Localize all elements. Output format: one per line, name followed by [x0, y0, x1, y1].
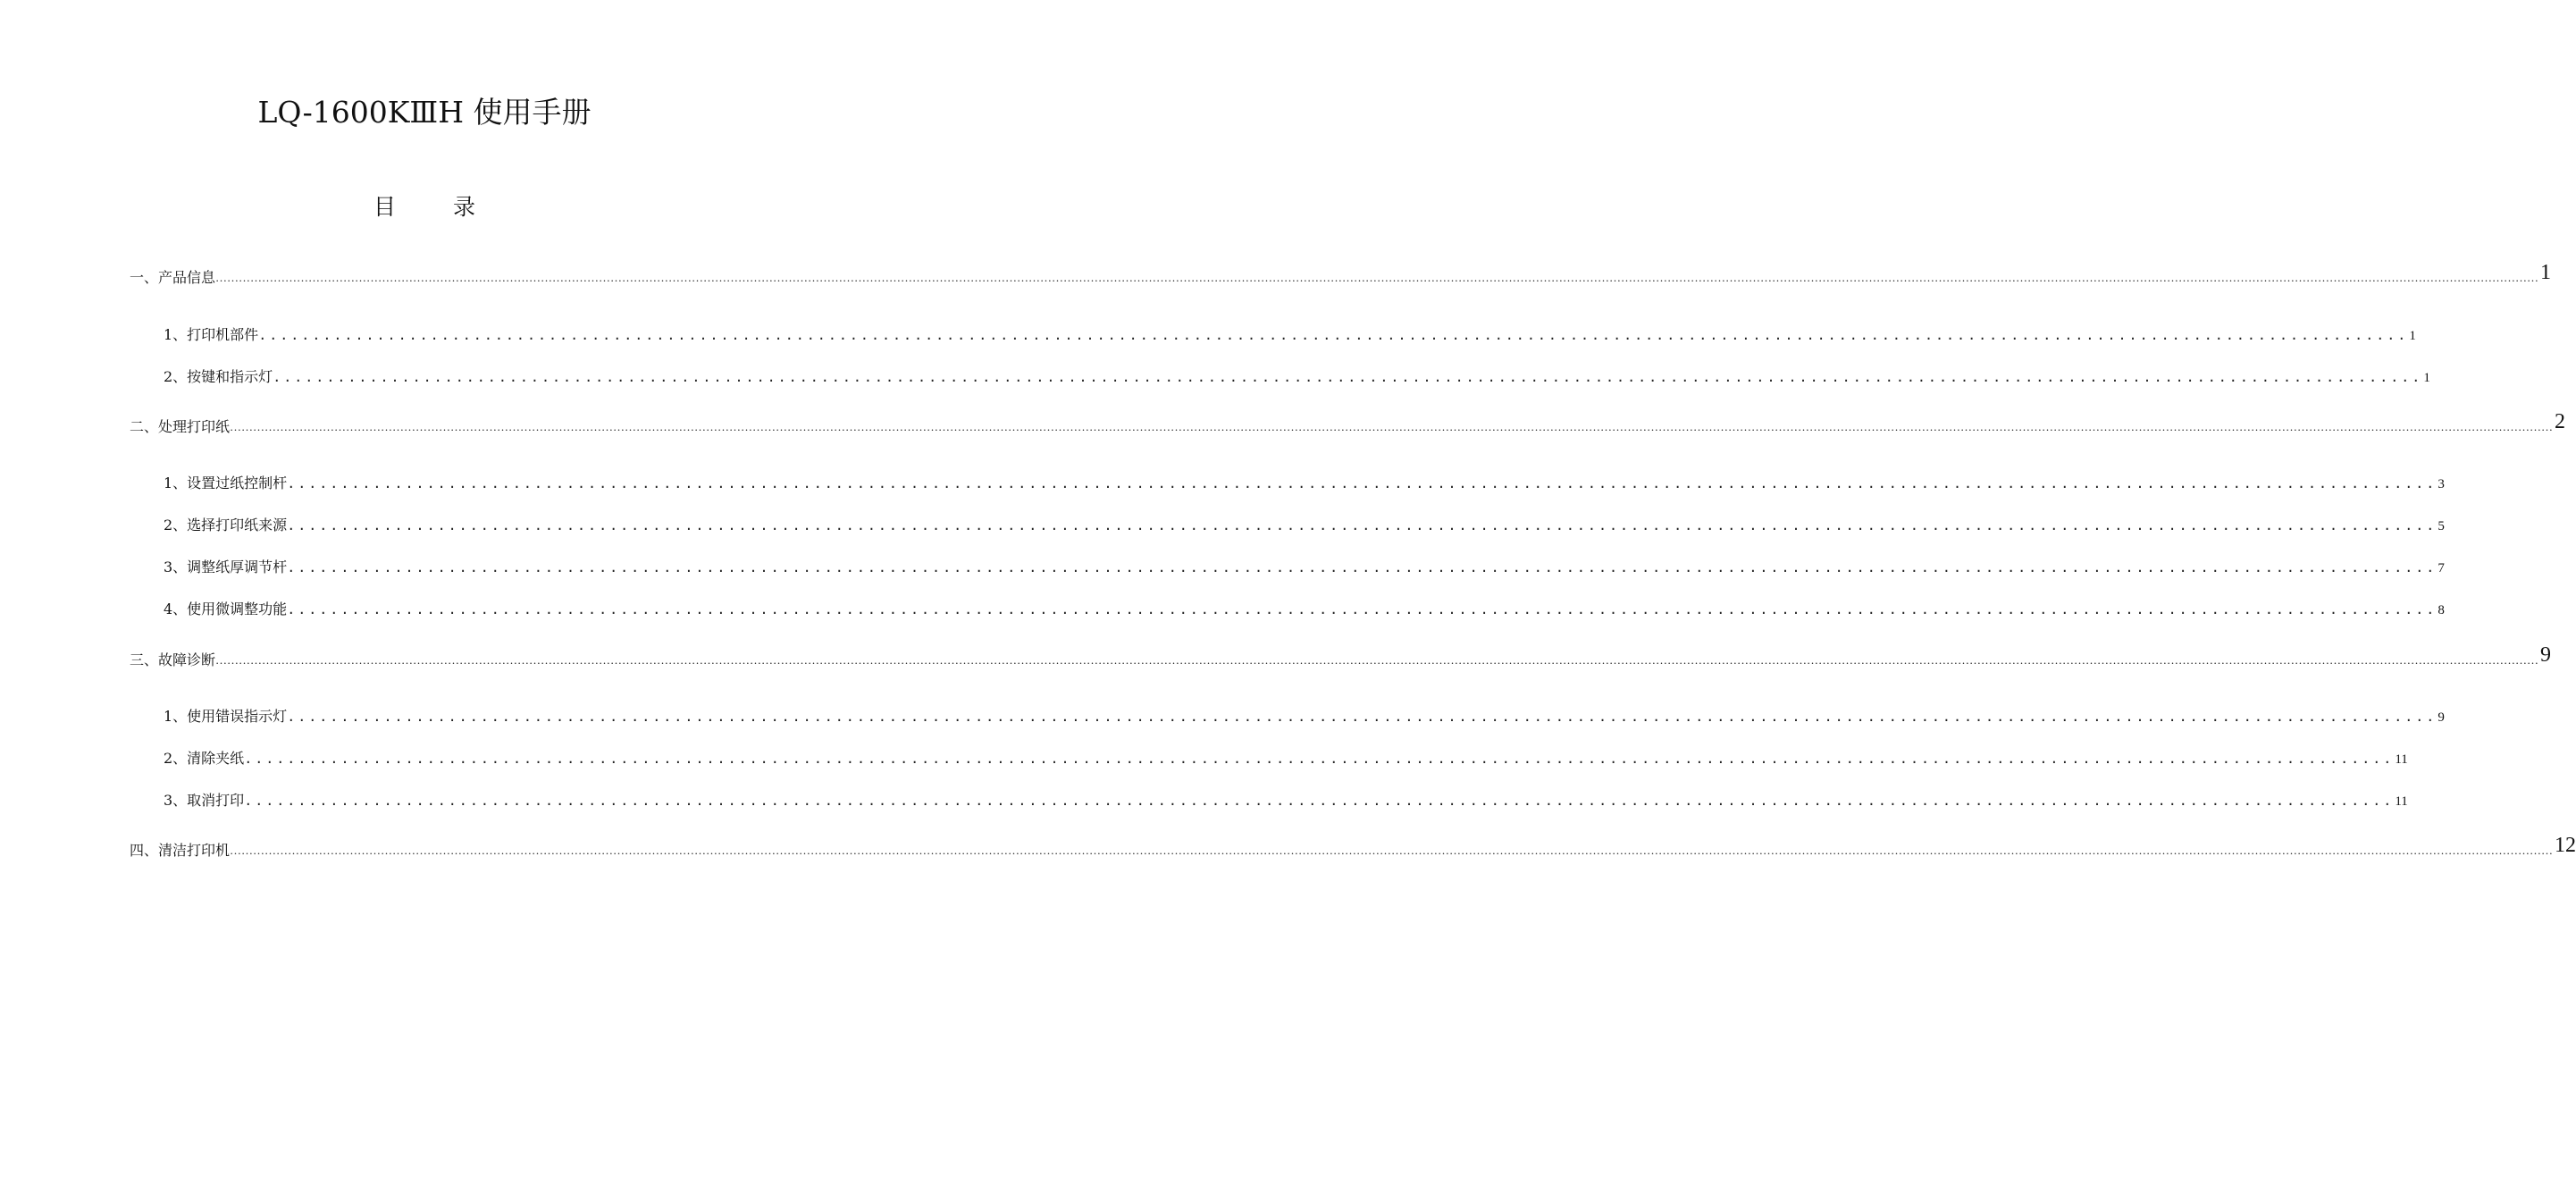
toc-heading-char-1: 目 [373, 194, 397, 220]
document-title: LQ-1600KⅢH 使用手册 [257, 95, 592, 130]
toc-page-number: 3 [2438, 477, 2445, 491]
toc-entry-label: 3、调整纸厚调节杆 [164, 559, 288, 575]
toc-section-row[interactable] [164, 514, 2445, 534]
toc-heading-char-2: 录 [452, 194, 475, 220]
toc-page-number: 8 [2438, 603, 2445, 617]
toc-page-number: 1 [2423, 371, 2430, 385]
toc-chapter-row[interactable] [130, 261, 2552, 289]
toc-entry-label: 2、按键和指示灯 [164, 368, 273, 385]
toc-chapter-row[interactable] [130, 410, 2566, 438]
dot-leader: …………………………………………………………………………………………………………………………………………………………………………………………………………………………………………………………………………………………………………………………………………………………………………………………………………………………………………………………………………………………………………………………………………………… [230, 844, 2554, 857]
toc-page-number: 11 [2395, 794, 2408, 809]
dot-leader: ........................................................................................................................................................................................................ [287, 709, 2438, 725]
dot-leader: ........................................................................................................................................................................................................ [287, 475, 2438, 491]
dot-leader: ........................................................................................................................................................................................................ [287, 601, 2438, 617]
toc-section-row[interactable] [164, 323, 2416, 344]
dot-leader: …………………………………………………………………………………………………………………………………………………………………………………………………………………………………………………………………………………………………………………………………………………………………………………………………………………………………………………………………………………………………………………………………………………… [230, 420, 2554, 433]
toc-entry-label: 一、产品信息 [130, 269, 216, 286]
toc-page-number: 1 [2409, 329, 2416, 343]
toc-entry-label: 2、选择打印纸来源 [164, 517, 288, 533]
dot-leader: ........................................................................................................................................................................................................ [244, 751, 2395, 767]
toc-entry-label: 1、设置过纸控制杆 [164, 475, 288, 491]
toc-entry-label: 1、使用错误指示灯 [164, 708, 288, 725]
toc-entry-label: 1、打印机部件 [164, 326, 259, 343]
toc-chapter-row[interactable] [130, 643, 2552, 671]
toc-section-row[interactable] [164, 598, 2445, 618]
toc-entry-label: 四、清洁打印机 [130, 842, 231, 859]
toc-page-number: 7 [2438, 561, 2445, 575]
toc-section-row[interactable] [164, 472, 2445, 492]
toc-page-number: 1 [2540, 261, 2552, 284]
toc-page-number: 5 [2438, 519, 2445, 533]
toc-page-number: 9 [2540, 643, 2552, 667]
toc-entry-label: 2、清除夹纸 [164, 750, 245, 767]
toc-entry-label: 3、取消打印 [164, 792, 245, 809]
toc-section-row[interactable] [164, 365, 2430, 386]
toc-page-number: 12 [2555, 834, 2576, 857]
toc-section-row[interactable] [164, 747, 2408, 768]
dot-leader: …………………………………………………………………………………………………………………………………………………………………………………………………………………………………………………………………………………………………………………………………………………………………………………………………………………………………………………………………………………………………………………………………………………… [215, 653, 2539, 667]
toc-section-row[interactable] [164, 556, 2445, 576]
dot-leader: ........................................................................................................................................................................................................ [273, 369, 2423, 385]
toc-entry-label: 二、处理打印纸 [130, 418, 231, 435]
dot-leader: ........................................................................................................................................................................................................ [244, 793, 2395, 809]
dot-leader: ........................................................................................................................................................................................................ [287, 517, 2438, 533]
toc-entry-label: 三、故障诊断 [130, 651, 216, 668]
toc-page-number: 9 [2438, 710, 2445, 725]
toc-page-number: 11 [2395, 752, 2408, 767]
toc-section-row[interactable] [164, 705, 2445, 726]
toc-heading [0, 191, 849, 223]
dot-leader: …………………………………………………………………………………………………………………………………………………………………………………………………………………………………………………………………………………………………………………………………………………………………………………………………………………………………………………………………………………………………………………………………………………… [215, 271, 2539, 284]
toc-page-number: 2 [2555, 410, 2566, 433]
toc-chapter-row[interactable] [130, 834, 2576, 861]
dot-leader: ........................................................................................................................................................................................................ [258, 327, 2409, 343]
toc-entry-label: 4、使用微调整功能 [164, 600, 288, 617]
toc-section-row[interactable] [164, 789, 2408, 810]
dot-leader: ........................................................................................................................................................................................................ [287, 559, 2438, 575]
